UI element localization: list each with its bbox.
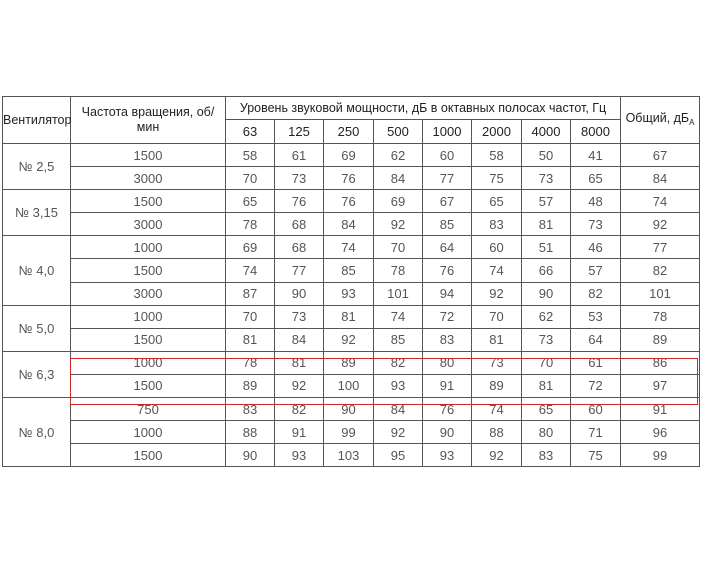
- total-cell: 92: [621, 213, 700, 236]
- level-cell: 88: [472, 421, 522, 444]
- total-cell: 91: [621, 398, 700, 421]
- level-cell: 84: [374, 167, 423, 190]
- fan-cell: № 4,0: [3, 236, 71, 305]
- level-cell: 62: [374, 144, 423, 167]
- level-cell: 92: [472, 444, 522, 467]
- table-row: [3, 259, 700, 282]
- level-cell: 73: [522, 328, 571, 351]
- speed-cell: 1500: [71, 190, 226, 213]
- speed-cell: 1000: [71, 421, 226, 444]
- level-cell: 76: [324, 190, 374, 213]
- level-cell: 65: [522, 398, 571, 421]
- fan-cell: № 5,0: [3, 305, 71, 351]
- level-cell: 50: [522, 144, 571, 167]
- header-speed: [71, 97, 226, 144]
- level-cell: 73: [522, 167, 571, 190]
- total-cell: 77: [621, 236, 700, 259]
- table-row: [3, 144, 700, 167]
- level-cell: 60: [472, 236, 522, 259]
- level-cell: 65: [571, 167, 621, 190]
- level-cell: 73: [571, 213, 621, 236]
- level-cell: 92: [324, 328, 374, 351]
- level-cell: 93: [374, 374, 423, 397]
- total-cell: 82: [621, 259, 700, 282]
- table-row: [3, 282, 700, 305]
- level-cell: 70: [226, 305, 275, 328]
- speed-cell: 1500: [71, 328, 226, 351]
- level-cell: 90: [324, 398, 374, 421]
- level-cell: 80: [423, 351, 472, 374]
- level-cell: 65: [226, 190, 275, 213]
- level-cell: 64: [571, 328, 621, 351]
- level-cell: 76: [275, 190, 324, 213]
- speed-cell: 3000: [71, 282, 226, 305]
- header-freq-63: 63: [226, 120, 275, 144]
- level-cell: 64: [423, 236, 472, 259]
- level-cell: 68: [275, 236, 324, 259]
- level-cell: 92: [472, 282, 522, 305]
- level-cell: 57: [522, 190, 571, 213]
- speed-cell: 3000: [71, 167, 226, 190]
- level-cell: 51: [522, 236, 571, 259]
- level-cell: 74: [472, 398, 522, 421]
- level-cell: 80: [522, 421, 571, 444]
- level-cell: 84: [275, 328, 324, 351]
- total-cell: 99: [621, 444, 700, 467]
- level-cell: 85: [423, 213, 472, 236]
- level-cell: 93: [324, 282, 374, 305]
- level-cell: 81: [226, 328, 275, 351]
- level-cell: 77: [275, 259, 324, 282]
- level-cell: 89: [226, 374, 275, 397]
- sound-power-table-container: [2, 96, 699, 467]
- level-cell: 41: [571, 144, 621, 167]
- level-cell: 82: [275, 398, 324, 421]
- level-cell: 76: [324, 167, 374, 190]
- total-cell: 86: [621, 351, 700, 374]
- speed-cell: 1000: [71, 305, 226, 328]
- level-cell: 92: [374, 421, 423, 444]
- header-freq-500: 500: [374, 120, 423, 144]
- level-cell: 72: [571, 374, 621, 397]
- table-row: [3, 236, 700, 259]
- level-cell: 89: [472, 374, 522, 397]
- header-freq-1000: 1000: [423, 120, 472, 144]
- table-row: [3, 374, 700, 397]
- level-cell: 69: [324, 144, 374, 167]
- total-cell: 97: [621, 374, 700, 397]
- level-cell: 94: [423, 282, 472, 305]
- level-cell: 81: [472, 328, 522, 351]
- total-cell: 84: [621, 167, 700, 190]
- level-cell: 73: [275, 305, 324, 328]
- level-cell: 70: [226, 167, 275, 190]
- header-freq-4000: 4000: [522, 120, 571, 144]
- level-cell: 84: [324, 213, 374, 236]
- level-cell: 78: [226, 351, 275, 374]
- level-cell: 65: [472, 190, 522, 213]
- level-cell: 101: [374, 282, 423, 305]
- level-cell: 76: [423, 398, 472, 421]
- level-cell: 83: [226, 398, 275, 421]
- level-cell: 53: [571, 305, 621, 328]
- level-cell: 99: [324, 421, 374, 444]
- table-row: [3, 421, 700, 444]
- level-cell: 100: [324, 374, 374, 397]
- level-cell: 81: [324, 305, 374, 328]
- fan-cell: № 2,5: [3, 144, 71, 190]
- level-cell: 77: [423, 167, 472, 190]
- level-cell: 88: [226, 421, 275, 444]
- level-cell: 78: [226, 213, 275, 236]
- total-cell: 67: [621, 144, 700, 167]
- header-freq-250: 250: [324, 120, 374, 144]
- level-cell: 81: [522, 213, 571, 236]
- level-cell: 90: [275, 282, 324, 305]
- sound-power-table: [2, 96, 700, 467]
- level-cell: 66: [522, 259, 571, 282]
- level-cell: 75: [571, 444, 621, 467]
- speed-cell: 750: [71, 398, 226, 421]
- header-total-subscript: А: [689, 117, 695, 127]
- level-cell: 90: [423, 421, 472, 444]
- level-cell: 61: [571, 351, 621, 374]
- level-cell: 73: [472, 351, 522, 374]
- level-cell: 75: [472, 167, 522, 190]
- speed-cell: 1500: [71, 259, 226, 282]
- table-row: [3, 351, 700, 374]
- level-cell: 71: [571, 421, 621, 444]
- level-cell: 76: [423, 259, 472, 282]
- table-body: [3, 144, 700, 467]
- level-cell: 83: [522, 444, 571, 467]
- level-cell: 81: [275, 351, 324, 374]
- level-cell: 74: [374, 305, 423, 328]
- table-row: [3, 328, 700, 351]
- speed-cell: 1000: [71, 351, 226, 374]
- level-cell: 70: [522, 351, 571, 374]
- table-row: [3, 444, 700, 467]
- level-cell: 81: [522, 374, 571, 397]
- level-cell: 78: [374, 259, 423, 282]
- level-cell: 82: [374, 351, 423, 374]
- level-cell: 93: [275, 444, 324, 467]
- header-freq-2000: 2000: [472, 120, 522, 144]
- level-cell: 70: [374, 236, 423, 259]
- level-cell: 74: [472, 259, 522, 282]
- header-level: Уровень звуковой мощности, дБ в октавных полосах частот, Гц: [226, 97, 621, 120]
- level-cell: 62: [522, 305, 571, 328]
- total-cell: 78: [621, 305, 700, 328]
- header-total: [621, 97, 700, 144]
- level-cell: 87: [226, 282, 275, 305]
- table-row: [3, 190, 700, 213]
- fan-cell: № 6,3: [3, 351, 71, 397]
- level-cell: 83: [423, 328, 472, 351]
- header-freq-8000: 8000: [571, 120, 621, 144]
- speed-cell: 1500: [71, 144, 226, 167]
- level-cell: 95: [374, 444, 423, 467]
- level-cell: 83: [472, 213, 522, 236]
- fan-cell: № 3,15: [3, 190, 71, 236]
- level-cell: 85: [324, 259, 374, 282]
- speed-cell: 1500: [71, 444, 226, 467]
- total-cell: 101: [621, 282, 700, 305]
- level-cell: 48: [571, 190, 621, 213]
- level-cell: 73: [275, 167, 324, 190]
- header-fan: Вентилятор: [3, 97, 71, 144]
- level-cell: 46: [571, 236, 621, 259]
- level-cell: 90: [522, 282, 571, 305]
- level-cell: 93: [423, 444, 472, 467]
- level-cell: 85: [374, 328, 423, 351]
- level-cell: 90: [226, 444, 275, 467]
- speed-cell: 1500: [71, 374, 226, 397]
- speed-cell: 1000: [71, 236, 226, 259]
- level-cell: 68: [275, 213, 324, 236]
- level-cell: 89: [324, 351, 374, 374]
- header-total-text: Общий, дБ: [625, 110, 690, 125]
- level-cell: 91: [275, 421, 324, 444]
- fan-cell: № 8,0: [3, 398, 71, 467]
- level-cell: 61: [275, 144, 324, 167]
- total-cell: 96: [621, 421, 700, 444]
- table-row: [3, 213, 700, 236]
- total-cell: 74: [621, 190, 700, 213]
- total-cell: 89: [621, 328, 700, 351]
- level-cell: 57: [571, 259, 621, 282]
- level-cell: 92: [374, 213, 423, 236]
- level-cell: 58: [226, 144, 275, 167]
- level-cell: 60: [423, 144, 472, 167]
- table-row: [3, 305, 700, 328]
- speed-cell: 3000: [71, 213, 226, 236]
- level-cell: 72: [423, 305, 472, 328]
- level-cell: 69: [374, 190, 423, 213]
- table-row: [3, 167, 700, 190]
- table-header: [3, 97, 700, 144]
- level-cell: 67: [423, 190, 472, 213]
- level-cell: 74: [324, 236, 374, 259]
- level-cell: 74: [226, 259, 275, 282]
- level-cell: 70: [472, 305, 522, 328]
- level-cell: 82: [571, 282, 621, 305]
- level-cell: 60: [571, 398, 621, 421]
- header-freq-125: 125: [275, 120, 324, 144]
- level-cell: 92: [275, 374, 324, 397]
- level-cell: 69: [226, 236, 275, 259]
- table-row: [3, 398, 700, 421]
- level-cell: 84: [374, 398, 423, 421]
- level-cell: 58: [472, 144, 522, 167]
- level-cell: 91: [423, 374, 472, 397]
- header-speed-text: Частота вращения, об/мин: [81, 105, 215, 134]
- level-cell: 103: [324, 444, 374, 467]
